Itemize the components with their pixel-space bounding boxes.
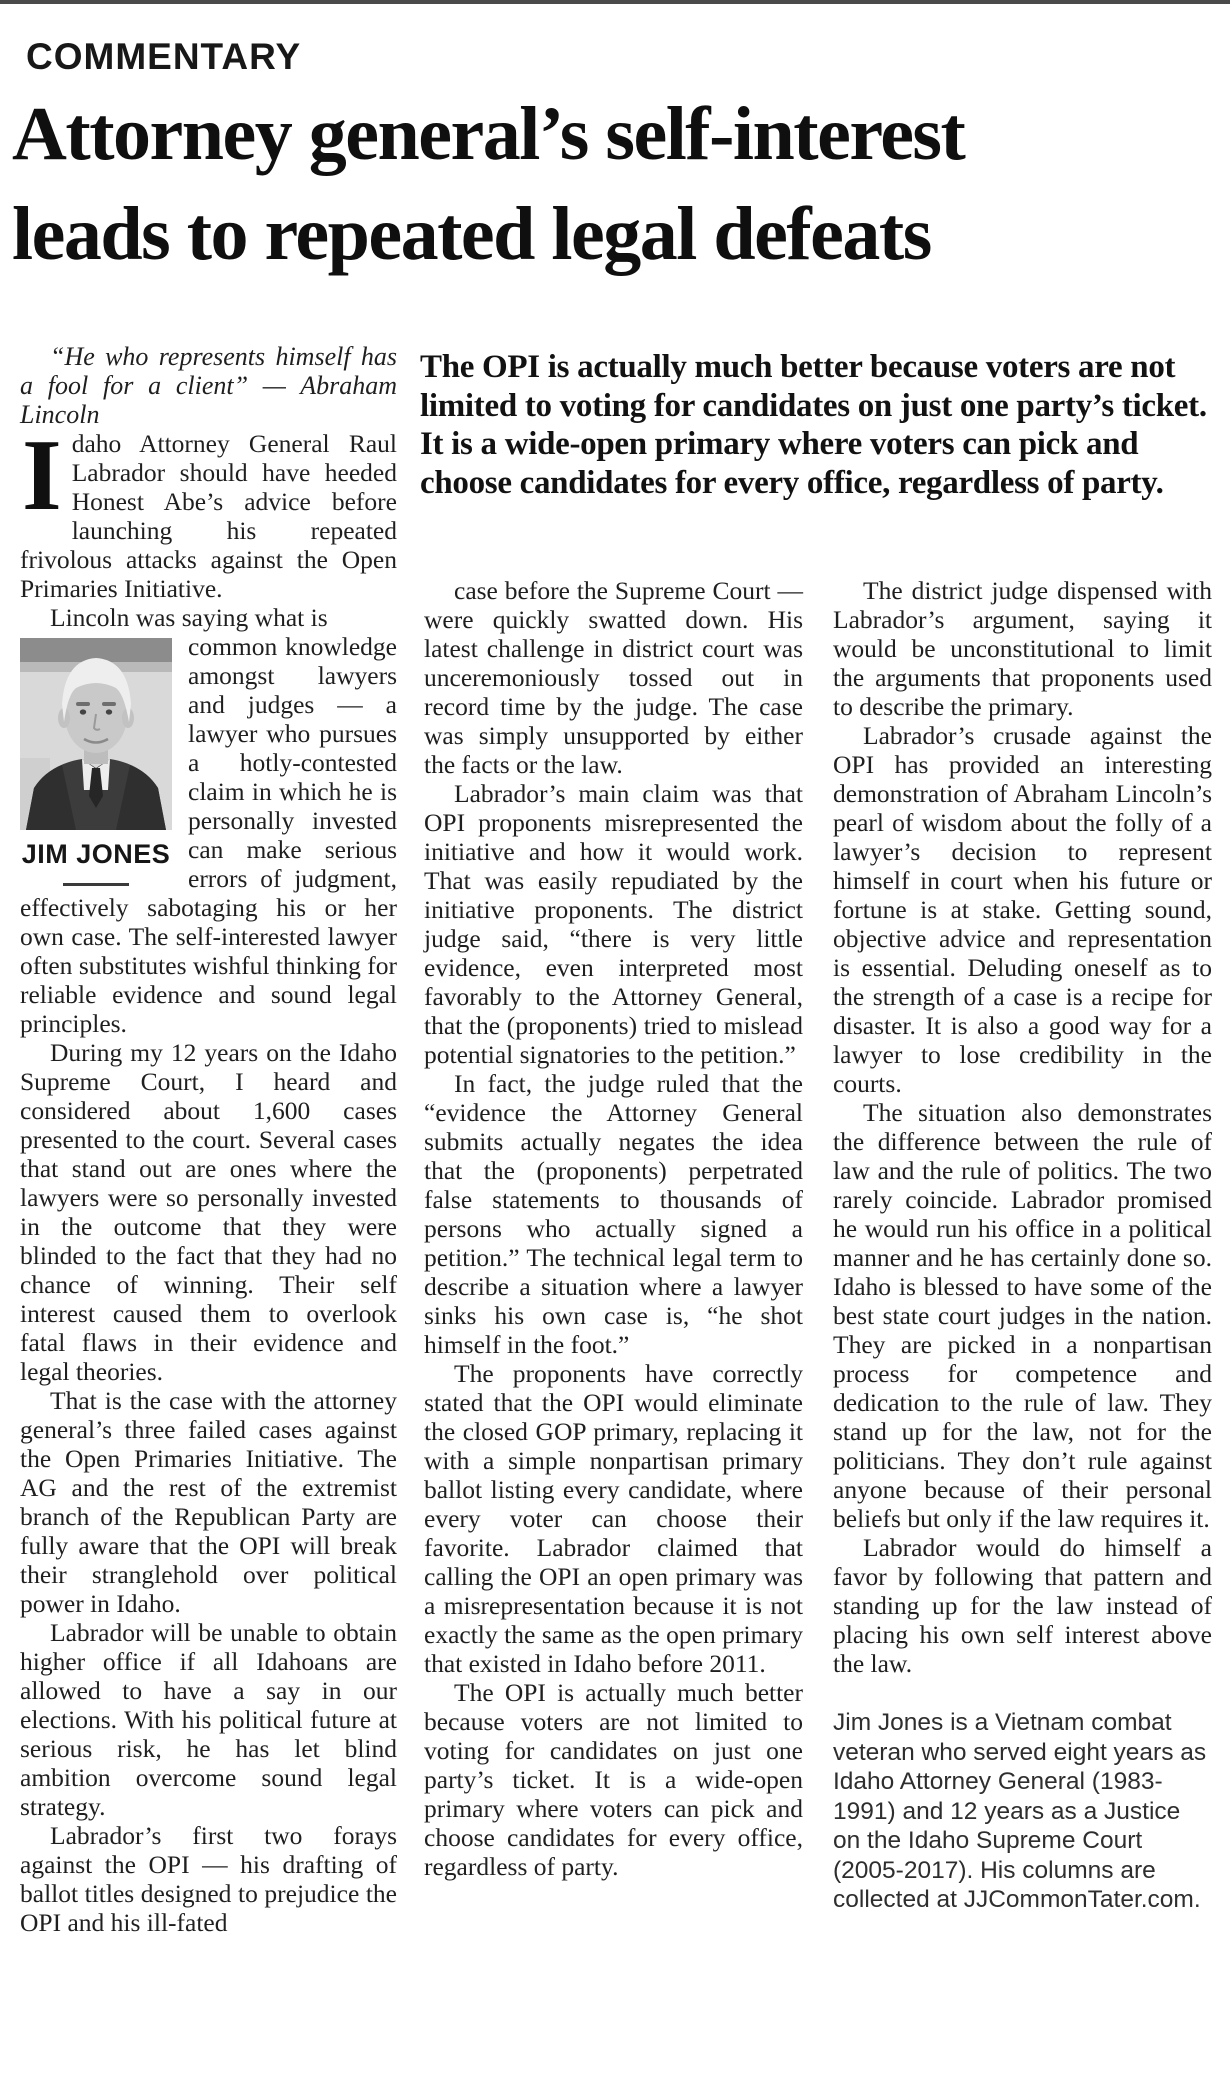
wrap-lead-text: Lincoln was saying what is: [50, 603, 328, 632]
paragraph: Labrador’s main claim was that OPI proponents misrepresented the initiative and how it would work. That was easily repudiated by the initiative proponents. The district judge said, “there is very little evidence, even interpreted most favorably to the Attorney General, that the (proponents) tried to mislead potential signatories to the petition.”: [424, 779, 803, 1069]
paragraph: The situation also demonstrates the difference between the rule of law and the rule of politics. The two rarely coincide. Labrador promised he would run his office in a political manner and he has certainly done so. Idaho is blessed to have some of the best state court judges in the nation. They are picked in a nonpartisan process for competence and dedication to the rule of law. They stand up for the law, not for the politicians. They don’t rule against anyone because of their personal beliefs but only if the law requires it.: [833, 1098, 1212, 1533]
paragraph: The proponents have correctly stated that the OPI would eliminate the closed GOP primary, replacing it with a simple nonpartisan primary ballot listing every candidate, where every voter can choose their favorite. Labrador claimed that calling the OPI an open primary was a misrepresentation because it is not exactly the same as the open primary that existed in Idaho before 2011.: [424, 1359, 803, 1678]
paragraph: In fact, the judge ruled that the “evidence the Attorney General submits actually negates the idea that the (proponents) perpetrated false statements to thousands of persons who actually signed a petition.” The technical legal term to describe a situation where a lawyer sinks his own case is, “he shot himself in the foot.”: [424, 1069, 803, 1359]
column-3-paragraphs: [833, 576, 1212, 1678]
photo-caption: JIM JONES: [21, 839, 171, 869]
drop-cap: I: [22, 419, 62, 532]
paragraph: The district judge dispensed with Labrador’s argument, saying it would be unconstitutional to limit the arguments that proponents used to describe the primary.: [833, 576, 1212, 721]
column-1-paragraphs: [20, 1038, 397, 1937]
byline-bio: Jim Jones is a Vietnam combat veteran who served eight years as Idaho Attorney General (1983-1991) and 12 years as a Justice on the Idaho Supreme Court (2005-2017). His columns are collected at JJCommonTater.com.: [833, 1709, 1207, 1913]
headline-line: Attorney general’s self-interest: [12, 92, 965, 176]
section-kicker: COMMENTARY: [26, 36, 302, 77]
column-3: [833, 576, 1212, 1915]
paragraph: Labrador will be unable to obtain higher office if all Idahoans are allowed to have a say in our elections. With his political future at serious risk, he has let blind ambition overcome sound legal strategy.: [20, 1618, 397, 1821]
headline-line: leads to repeated legal defeats: [12, 192, 931, 276]
column-2: [424, 576, 803, 1881]
lead-paragraph-text: daho Attorney General Raul Labrador should have heeded Honest Abe’s advice before launching his repeated frivolous attacks against the Open Primaries Initiative.: [20, 429, 397, 603]
paragraph: During my 12 years on the Idaho Supreme Court, I heard and considered about 1,600 cases presented to the court. Several cases that stand out are ones where the lawyers were so personally invested in the outcome that they were blinded to the fact that they had no chance of winning. Their self interest caused them to overlook fatal flaws in their evidence and legal theories.: [20, 1038, 397, 1386]
column-1: [20, 342, 397, 1937]
wrap-paragraph: [20, 603, 397, 632]
opening-quote: “He who represents himself has a fool for a client” — Abraham Lincoln: [20, 342, 397, 429]
paragraph: case before the Supreme Court — were quickly swatted down. His latest challenge in district court was unceremoniously tossed out in record time by the judge. The case was simply unsupported by either the facts or the law.: [424, 576, 803, 779]
paragraph: Labrador’s crusade against the OPI has provided an interesting demonstration of Abraham Lincoln’s pearl of wisdom about the folly of a lawyer’s decision to represent himself in court when his future or fortune is at stake. Getting sound, objective advice and representation is essential. Deluding oneself as to the strength of a case is a recipe for disaster. It is also a good way for a lawyer to lose credibility in the courts.: [833, 721, 1212, 1098]
paragraph: Labrador would do himself a favor by following that pattern and standing up for the law instead of placing his own self interest above the law.: [833, 1533, 1212, 1678]
paragraph: That is the case with the attorney general’s three failed cases against the Open Primaries Initiative. The AG and the rest of the extremist branch of the Republican Party are fully aware that the OPI will break their stranglehold over political power in Idaho.: [20, 1386, 397, 1618]
top-rule: [0, 0, 1230, 4]
caption-rule: [63, 883, 129, 886]
jim-jones-figure: [20, 638, 172, 886]
lead-paragraph: [20, 419, 397, 603]
article-headline: [12, 84, 1224, 284]
paragraph: The OPI is actually much better because voters are not limited to voting for candidates on just one party’s ticket. It is a wide-open primary where voters can pick and choose candidates for every office, regardless of party.: [424, 1678, 803, 1881]
wrap-body-text: common knowledge amongst lawyers and judges — a lawyer who pursues a hotly-contested claim in which he is personally invested can make serious errors of judgment, effectively sabotaging his or her own case. The self-interested lawyer often substitutes wishful thinking for reliable evidence and sound legal principles.: [20, 632, 397, 1038]
pull-quote: The OPI is actually much better because voters are not limited to voting for candidates on just one party’s ticket. It is a wide-open primary where voters can pick and choose candidates for every office, regardless of party.: [420, 349, 1207, 501]
jim-jones-photo: [20, 638, 172, 830]
paragraph: Labrador’s first two forays against the OPI — his drafting of ballot titles designed to prejudice the OPI and his ill-fated: [20, 1821, 397, 1937]
